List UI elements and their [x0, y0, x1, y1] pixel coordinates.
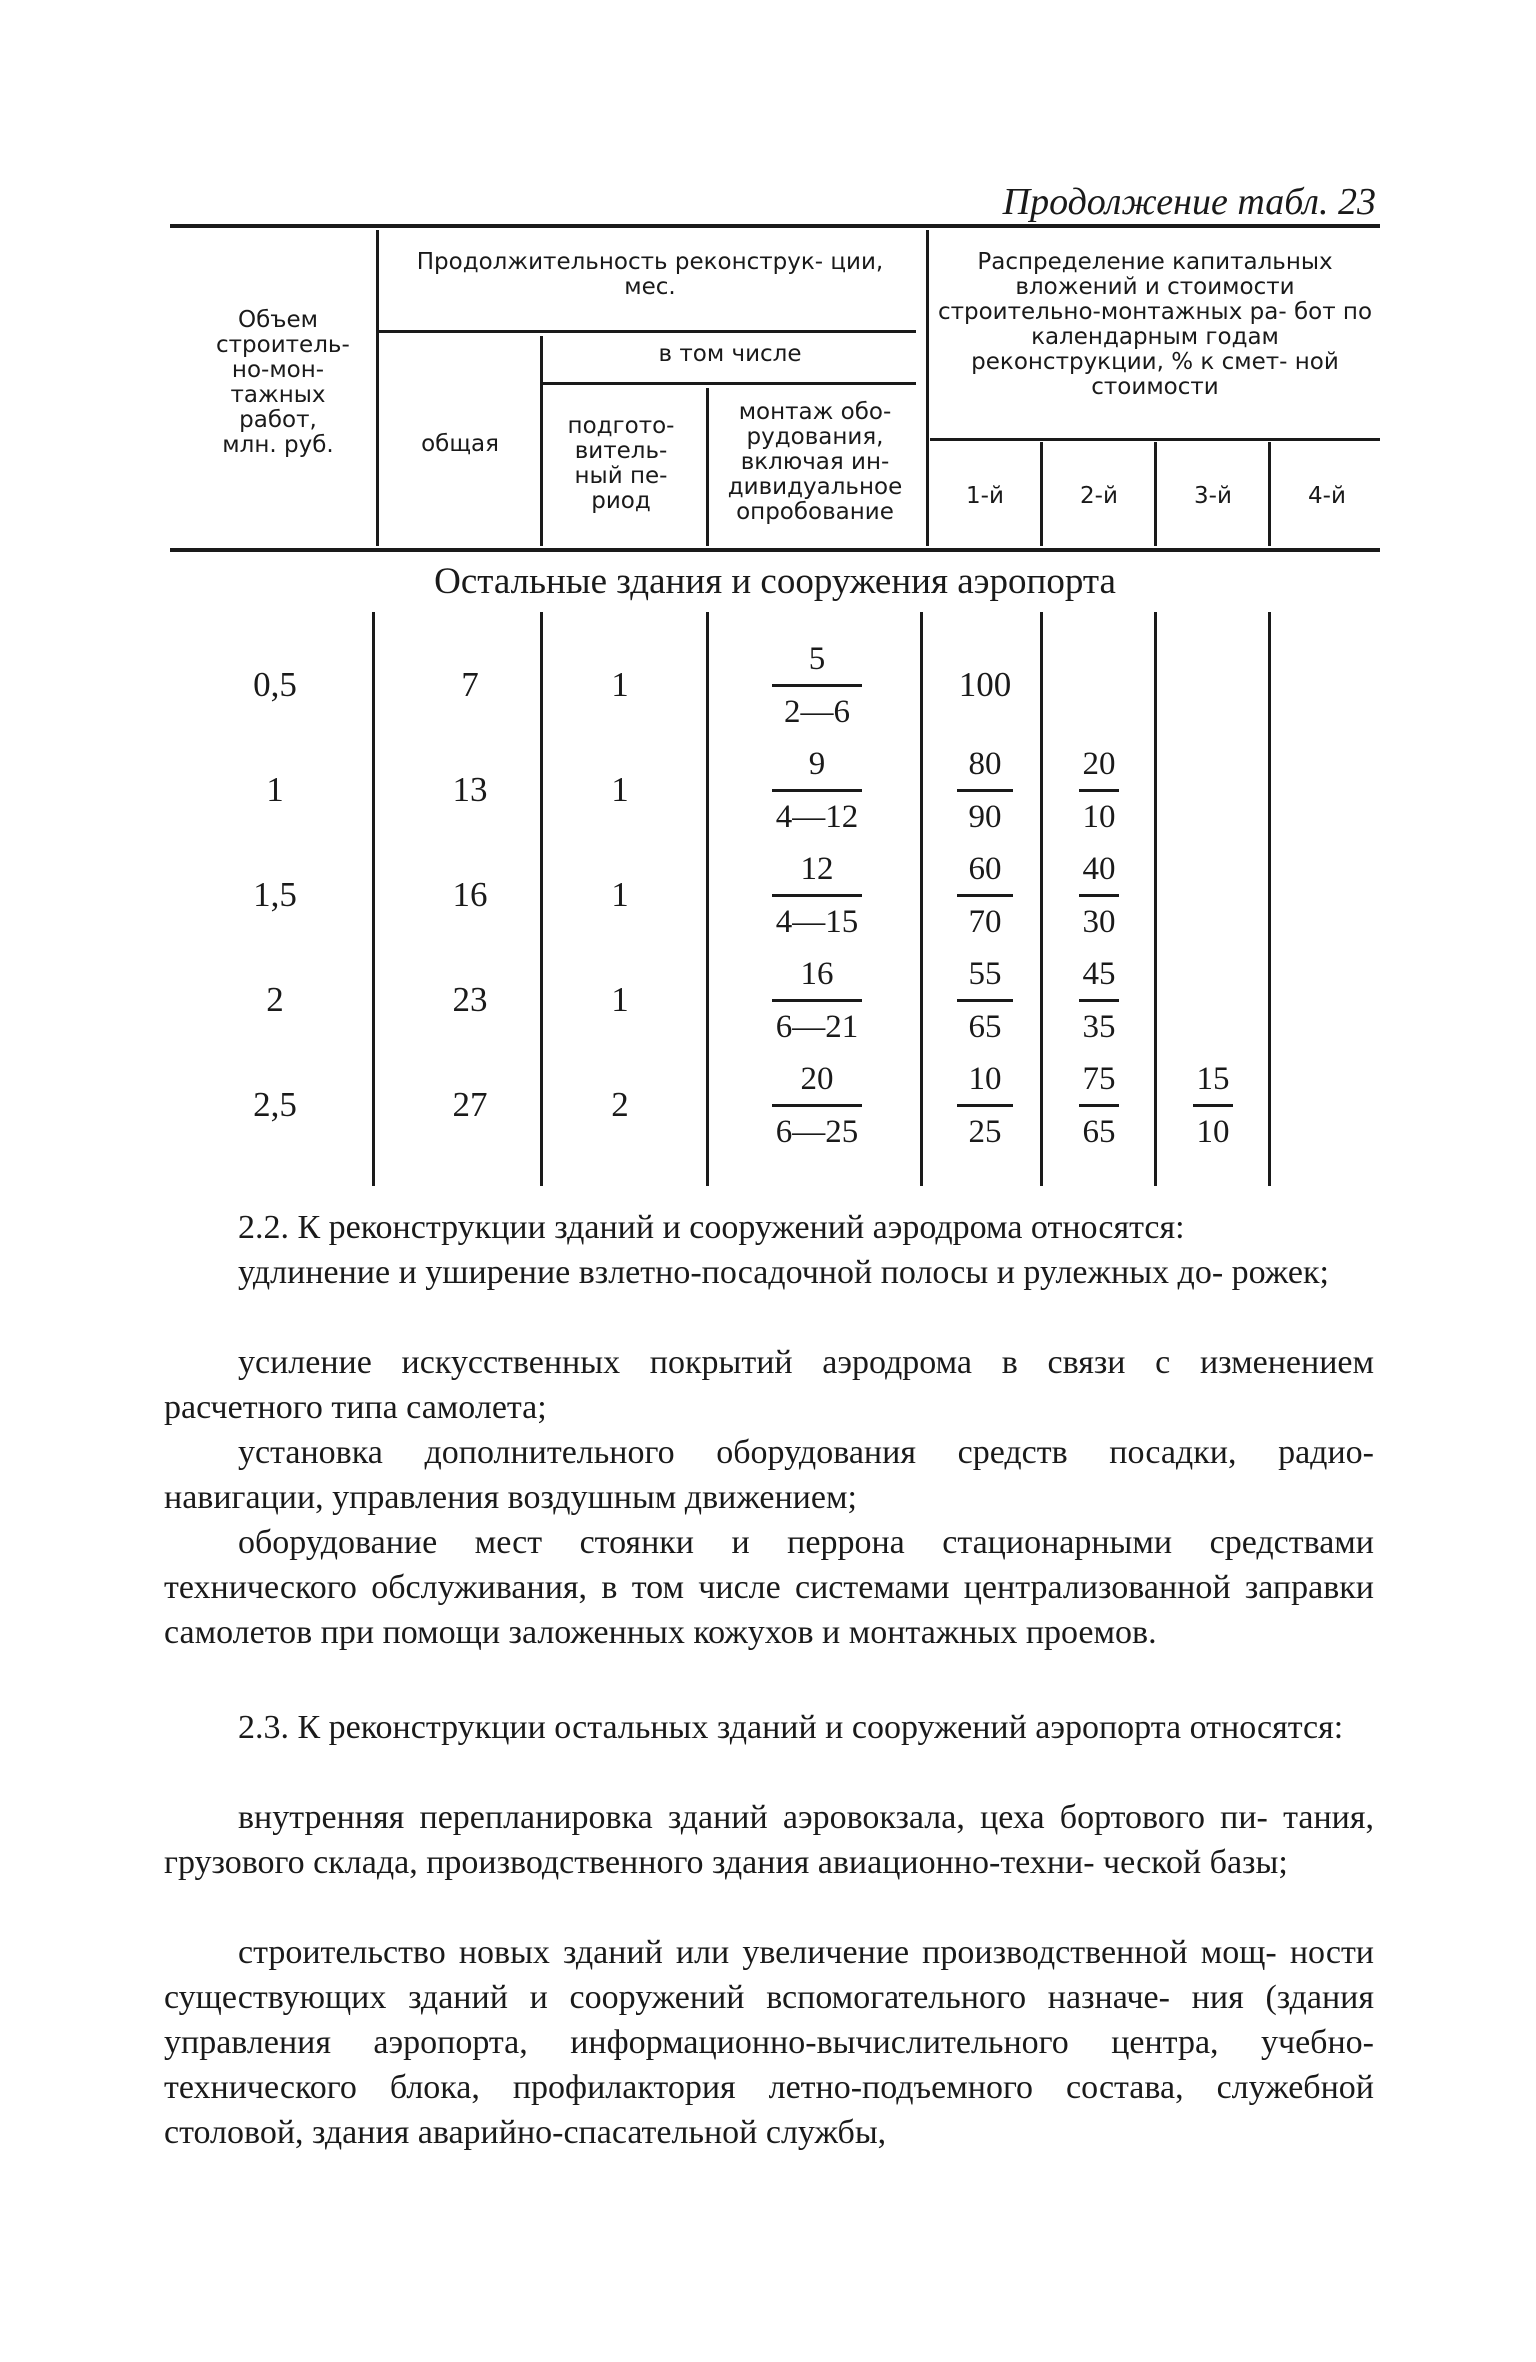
row3-y2-num: 40 — [1082, 851, 1116, 887]
header-installation: монтаж обо- рудования, включая ин- дивидуальное опробование — [727, 399, 903, 525]
section-title: Остальные здания и сооружения аэропорта — [434, 561, 1116, 602]
row3-prep: 1 — [611, 875, 629, 914]
row1-installation — [757, 640, 877, 731]
header-bottom-rule — [170, 548, 1380, 552]
table-top-rule — [170, 224, 1380, 228]
row1-total: 7 — [461, 665, 479, 704]
row4-inst-bar — [772, 999, 862, 1002]
row2-y2-bar — [1079, 789, 1119, 792]
row1-inst-den: 2—6 — [784, 694, 850, 730]
row3-inst-den: 4—15 — [775, 904, 859, 940]
row3-y1-num: 60 — [968, 851, 1002, 887]
paragraph-terminal: внутренняя перепланировка зданий аэровокзала, цеха бортового пи- тания, грузового склада, производственного здания авиационно-техни- ческой базы; — [164, 1799, 1374, 1881]
header-vline-3 — [706, 388, 709, 546]
header-vline-7 — [1268, 442, 1271, 546]
row4-y2-den: 35 — [1082, 1009, 1116, 1045]
row4-volume: 2 — [266, 980, 284, 1019]
row3-y1-bar — [957, 894, 1013, 897]
row3-year1 — [925, 850, 1045, 941]
header-rule-including — [540, 382, 916, 385]
row4-y2-bar — [1079, 999, 1119, 1002]
header-vline-2 — [540, 336, 543, 546]
row5-year1 — [925, 1060, 1045, 1151]
row5-inst-num: 20 — [800, 1061, 834, 1097]
body-vline-1 — [372, 612, 375, 1186]
row4-inst-den: 6—21 — [775, 1009, 859, 1045]
row4-prep: 1 — [611, 980, 629, 1019]
row4-year2 — [1039, 955, 1159, 1046]
paragraph-parking: оборудование мест стоянки и перрона стационарными средствами технического обслуживания, в том числе системами централизованной заправки самолетов при помощи заложенных кожухов и монтажных проемов. — [164, 1524, 1374, 1651]
header-vline-5 — [1040, 442, 1043, 546]
row2-inst-num: 9 — [808, 746, 826, 782]
row2-y2-num: 20 — [1082, 746, 1116, 782]
row2-inst-den: 4—12 — [775, 799, 859, 835]
row2-y1-num: 80 — [968, 746, 1002, 782]
row3-installation — [757, 850, 877, 941]
header-vline-4 — [926, 230, 929, 546]
row5-year2 — [1039, 1060, 1159, 1151]
header-year-2: 2-й — [1080, 483, 1118, 509]
header-vline-6 — [1154, 442, 1157, 546]
row3-inst-num: 12 — [800, 851, 834, 887]
row5-y1-num: 10 — [968, 1061, 1002, 1097]
row5-installation — [757, 1060, 877, 1151]
row4-year1 — [925, 955, 1045, 1046]
row4-y1-num: 55 — [968, 956, 1002, 992]
row5-y3-bar — [1193, 1104, 1233, 1107]
table-caption: Продолжение табл. 23 — [1002, 181, 1376, 223]
row4-total: 23 — [452, 980, 488, 1019]
header-total: общая — [421, 431, 499, 457]
row1-inst-num: 5 — [808, 641, 826, 677]
row5-y1-den: 25 — [968, 1114, 1002, 1150]
paragraph-2-2: 2.2. К реконструкции зданий и сооружений аэродрома относятся: — [238, 1209, 1185, 1246]
row3-y2-den: 30 — [1082, 904, 1116, 940]
row2-year2 — [1039, 745, 1159, 836]
row3-volume: 1,5 — [253, 875, 297, 914]
row2-y1-den: 90 — [968, 799, 1002, 835]
row3-total: 16 — [452, 875, 488, 914]
row5-inst-bar — [772, 1104, 862, 1107]
row3-y2-bar — [1079, 894, 1119, 897]
row2-total: 13 — [452, 770, 488, 809]
row1-prep: 1 — [611, 665, 629, 704]
row5-volume: 2,5 — [253, 1085, 297, 1124]
row2-inst-bar — [772, 789, 862, 792]
row2-prep: 1 — [611, 770, 629, 809]
header-vline-1 — [376, 230, 379, 546]
header-rule-years — [930, 438, 1380, 441]
header-including: в том числе — [658, 341, 802, 367]
row5-y2-num: 75 — [1082, 1061, 1116, 1097]
body-vline-3 — [706, 612, 709, 1186]
row2-y2-den: 10 — [1082, 799, 1116, 835]
row5-inst-den: 6—25 — [775, 1114, 859, 1150]
paragraph-pavement: усиление искусственных покрытий аэродрома в связи с изменением расчетного типа самолета; — [164, 1344, 1374, 1426]
row1-year1: 100 — [958, 665, 1012, 704]
row4-inst-num: 16 — [800, 956, 834, 992]
row2-year1 — [925, 745, 1045, 836]
row5-y3-num: 15 — [1196, 1061, 1230, 1097]
row1-volume: 0,5 — [253, 665, 297, 704]
header-year-1: 1-й — [966, 483, 1004, 509]
paragraph-2-3: 2.3. К реконструкции остальных зданий и сооружений аэропорта относятся: — [238, 1709, 1344, 1746]
row5-year3 — [1153, 1060, 1273, 1151]
row2-y1-bar — [957, 789, 1013, 792]
row5-y2-bar — [1079, 1104, 1119, 1107]
row2-installation — [757, 745, 877, 836]
row4-installation — [757, 955, 877, 1046]
row5-total: 27 — [452, 1085, 488, 1124]
paragraph-construction: строительство новых зданий или увеличение производственной мощ- ности существующих зданий и сооружений вспомогательного назначе- ния (здания управления аэропорта, информационно-вычислительного центра, учебно-технического блока, профилактория летно-подъемного состава, служебной столовой, здания аварийно-спасательной службы, — [164, 1934, 1374, 2151]
header-year-3: 3-й — [1194, 483, 1232, 509]
header-year-4: 4-й — [1308, 483, 1346, 509]
header-preparatory: подгото- витель- ный пе- риод — [567, 413, 675, 514]
header-distribution: Распределение капитальных вложений и стоимости строительно-монтажных ра- бот по календарным годам реконструкции, % к смет- ной стоимости — [937, 249, 1373, 400]
body-vline-2 — [540, 612, 543, 1186]
row2-volume: 1 — [266, 770, 284, 809]
body-vline-4 — [920, 612, 923, 1186]
row4-y1-den: 65 — [968, 1009, 1002, 1045]
header-rule-duration — [376, 330, 916, 333]
header-duration-group: Продолжительность реконструк- ции, мес. — [416, 249, 884, 300]
row4-y2-num: 45 — [1082, 956, 1116, 992]
paragraph-runway: удлинение и уширение взлетно-посадочной полосы и рулежных до- рожек; — [238, 1254, 1329, 1291]
header-volume: Объем строитель- но-мон- тажных работ, млн. руб. — [216, 307, 350, 458]
row5-y3-den: 10 — [1196, 1114, 1230, 1150]
row4-y1-bar — [957, 999, 1013, 1002]
row3-year2 — [1039, 850, 1159, 941]
row3-inst-bar — [772, 894, 862, 897]
paragraph-equipment: установка дополнительного оборудования средств посадки, радио- навигации, управления воздушным движением; — [164, 1434, 1374, 1516]
row3-y1-den: 70 — [968, 904, 1002, 940]
row5-prep: 2 — [611, 1085, 629, 1124]
row5-y2-den: 65 — [1082, 1114, 1116, 1150]
row1-inst-bar — [772, 684, 862, 687]
row5-y1-bar — [957, 1104, 1013, 1107]
